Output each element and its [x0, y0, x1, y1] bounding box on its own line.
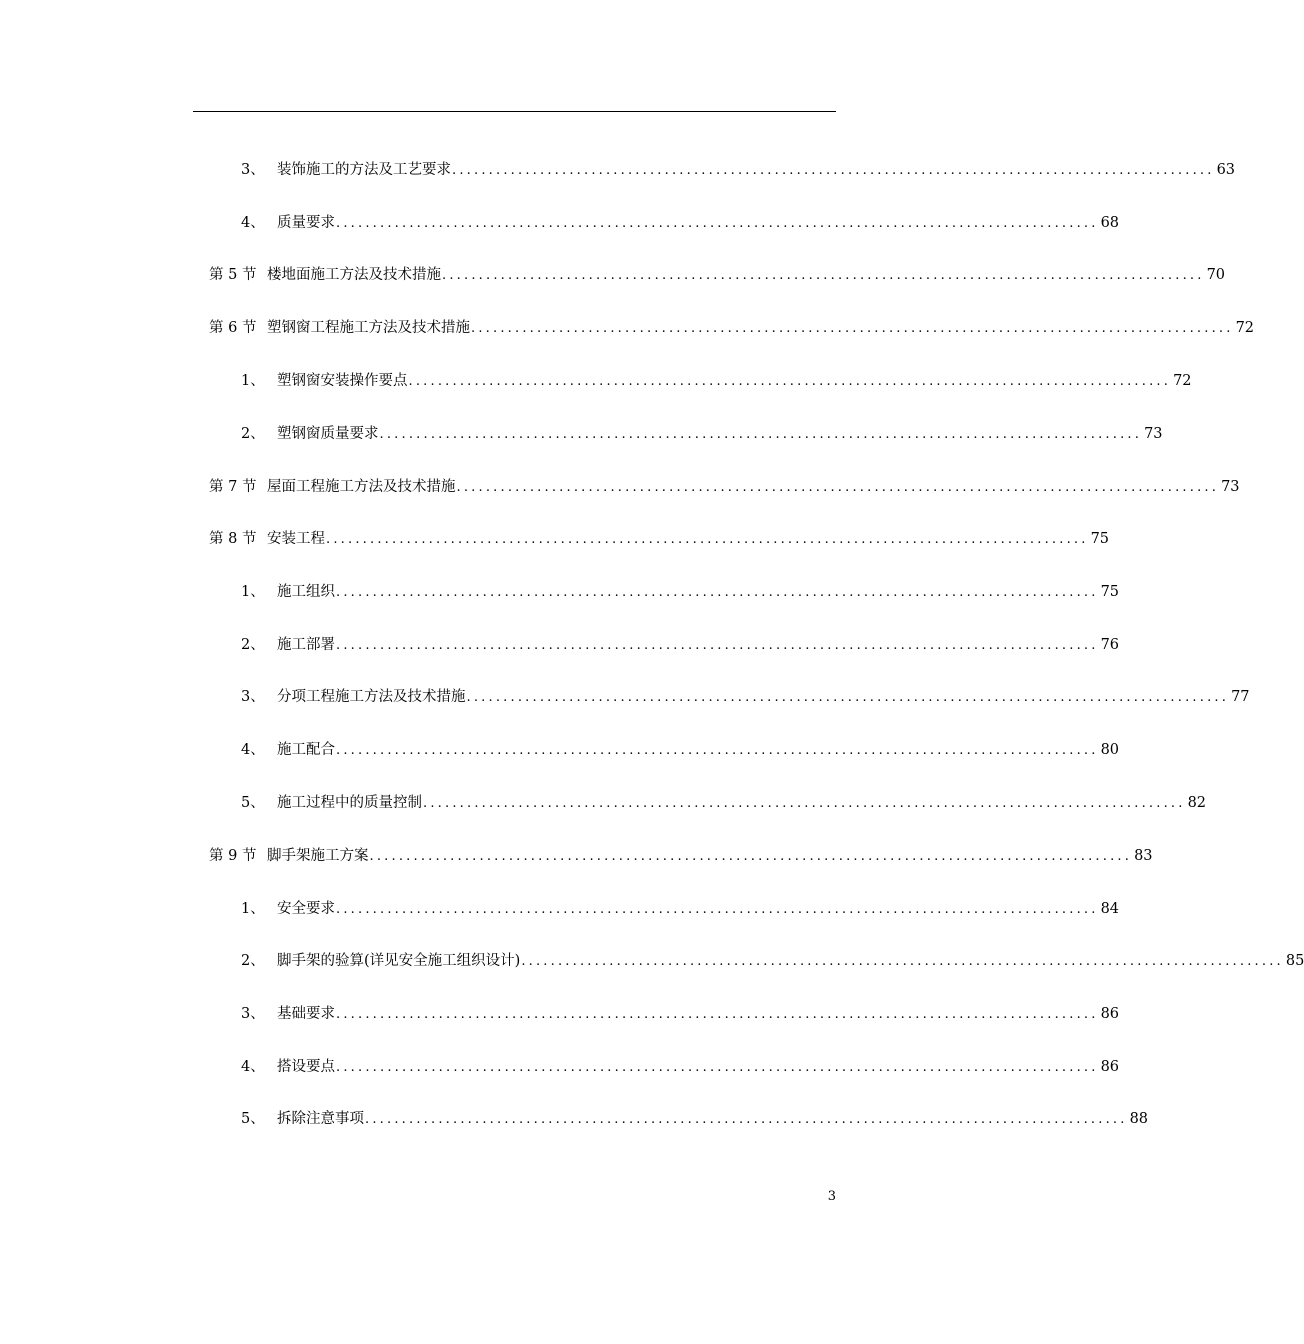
toc-entry[interactable]: [241, 792, 1207, 814]
toc-entry-page: 75: [1100, 584, 1120, 600]
toc-entry-number: 第 6 节: [209, 320, 257, 336]
toc-entry-title: 质量要求: [277, 215, 335, 231]
toc-entry[interactable]: [241, 212, 1120, 234]
toc-dot-leader: ........................................................................................................: [336, 585, 1099, 600]
toc-entry-number: 5、: [241, 1111, 265, 1127]
toc-entry[interactable]: [241, 686, 1250, 708]
toc-entry-title: 拆除注意事项: [277, 1111, 364, 1127]
toc-entry[interactable]: [241, 1003, 1120, 1025]
toc-entry[interactable]: [241, 1056, 1120, 1078]
toc-entry-page: 72: [1235, 320, 1255, 336]
toc-entry-title: 脚手架的验算(详见安全施工组织设计): [277, 953, 521, 969]
toc-dot-leader: ........................................................................................................: [521, 954, 1284, 969]
toc-entry-number: 第 7 节: [209, 479, 257, 495]
toc-entry[interactable]: [241, 739, 1120, 761]
toc-entry-title: 屋面工程施工方法及技术措施: [267, 479, 456, 495]
toc-entry-page: 73: [1221, 479, 1240, 495]
toc-entry-number: 3、: [241, 162, 265, 178]
toc-entry-number: 第 8 节: [209, 531, 257, 547]
toc-dot-leader: ........................................................................................................: [379, 427, 1143, 442]
toc-entry-page: 83: [1134, 848, 1153, 864]
toc-dot-leader: ........................................................................................................: [365, 1112, 1128, 1127]
toc-entry-page: 80: [1100, 742, 1120, 758]
toc-entry-page: 82: [1187, 795, 1207, 811]
toc-entry-number: 1、: [241, 901, 265, 917]
toc-dot-leader: ........................................................................................................: [452, 163, 1215, 178]
toc-entry-title: 施工部署: [277, 637, 335, 653]
toc-entry-title: 安装工程: [267, 531, 325, 547]
toc-dot-leader: ........................................................................................................: [423, 796, 1186, 811]
toc-entry-title: 塑钢窗质量要求: [277, 426, 379, 442]
toc-entry[interactable]: [209, 528, 1110, 550]
toc-entry-number: 5、: [241, 795, 265, 811]
toc-entry-number: 2、: [241, 953, 265, 969]
toc-entry[interactable]: [241, 370, 1192, 392]
toc-entry-page: 76: [1100, 637, 1120, 653]
toc-dot-leader: ........................................................................................................: [408, 374, 1172, 389]
toc-entry-title: 塑钢窗安装操作要点: [277, 373, 408, 389]
toc-entry-number: 2、: [241, 637, 265, 653]
toc-dot-leader: ........................................................................................................: [369, 849, 1133, 864]
toc-dot-leader: ........................................................................................................: [456, 480, 1220, 495]
toc-entry-page: 75: [1090, 531, 1110, 547]
toc-entry[interactable]: [209, 845, 1153, 867]
toc-entry-title: 装饰施工的方法及工艺要求: [277, 162, 451, 178]
toc-entry-number: 第 5 节: [209, 267, 257, 283]
toc-entry[interactable]: [241, 634, 1120, 656]
toc-entry-page: 73: [1144, 426, 1163, 442]
toc-dot-leader: ........................................................................................................: [336, 216, 1099, 231]
toc-entry-title: 安全要求: [277, 901, 335, 917]
toc-entry-number: 3、: [241, 1006, 265, 1022]
toc-entry-number: 4、: [241, 215, 265, 231]
toc-entry-page: 68: [1100, 215, 1120, 231]
toc-entry[interactable]: [241, 423, 1163, 445]
toc-entry-title: 施工组织: [277, 584, 335, 600]
toc-entry-number: 第 9 节: [209, 848, 257, 864]
toc-dot-leader: ........................................................................................................: [336, 638, 1099, 653]
toc-entry-title: 脚手架施工方案: [267, 848, 369, 864]
toc-entry-number: 3、: [241, 689, 265, 705]
toc-dot-leader: ........................................................................................................: [336, 1060, 1099, 1075]
toc-entry-page: 86: [1100, 1006, 1120, 1022]
toc-entry-number: 1、: [241, 373, 265, 389]
toc-entry[interactable]: [209, 264, 1226, 286]
toc-entry-page: 72: [1173, 373, 1192, 389]
toc-entry-number: 1、: [241, 584, 265, 600]
toc-entry-page: 77: [1231, 689, 1250, 705]
toc-entry[interactable]: [241, 950, 1304, 972]
toc-entry-page: 86: [1100, 1059, 1120, 1075]
toc-entry-page: 63: [1216, 162, 1236, 178]
toc-dot-leader: ........................................................................................................: [442, 268, 1205, 283]
toc-entry-number: 4、: [241, 742, 265, 758]
toc-entry[interactable]: [209, 317, 1255, 339]
toc-entry-number: 4、: [241, 1059, 265, 1075]
toc-entry-page: 88: [1129, 1111, 1149, 1127]
toc-dot-leader: ........................................................................................................: [471, 321, 1234, 336]
toc-entry-title: 基础要求: [277, 1006, 335, 1022]
toc-entry-number: 2、: [241, 426, 265, 442]
toc-entry-title: 楼地面施工方法及技术措施: [267, 267, 441, 283]
toc-dot-leader: ........................................................................................................: [336, 902, 1099, 917]
page-number: 3: [827, 1189, 836, 1204]
toc-entry-page: 70: [1206, 267, 1226, 283]
toc-entry-page: 85: [1285, 953, 1304, 969]
toc-entry[interactable]: [241, 898, 1120, 920]
toc-entry-title: 施工过程中的质量控制: [277, 795, 422, 811]
toc-entry-page: 84: [1100, 901, 1120, 917]
toc-entry[interactable]: [241, 1108, 1149, 1130]
toc-entry-title: 塑钢窗工程施工方法及技术措施: [267, 320, 470, 336]
toc-entry-title: 搭设要点: [277, 1059, 335, 1075]
toc-entry-title: 施工配合: [277, 742, 335, 758]
toc-dot-leader: ........................................................................................................: [336, 743, 1099, 758]
toc-entry[interactable]: [241, 581, 1120, 603]
toc-entry-title: 分项工程施工方法及技术措施: [277, 689, 466, 705]
toc-dot-leader: ........................................................................................................: [466, 690, 1230, 705]
toc-dot-leader: ........................................................................................................: [326, 532, 1089, 547]
toc-dot-leader: ........................................................................................................: [336, 1007, 1099, 1022]
toc-entry[interactable]: [209, 476, 1240, 498]
toc-entry[interactable]: [241, 159, 1236, 181]
